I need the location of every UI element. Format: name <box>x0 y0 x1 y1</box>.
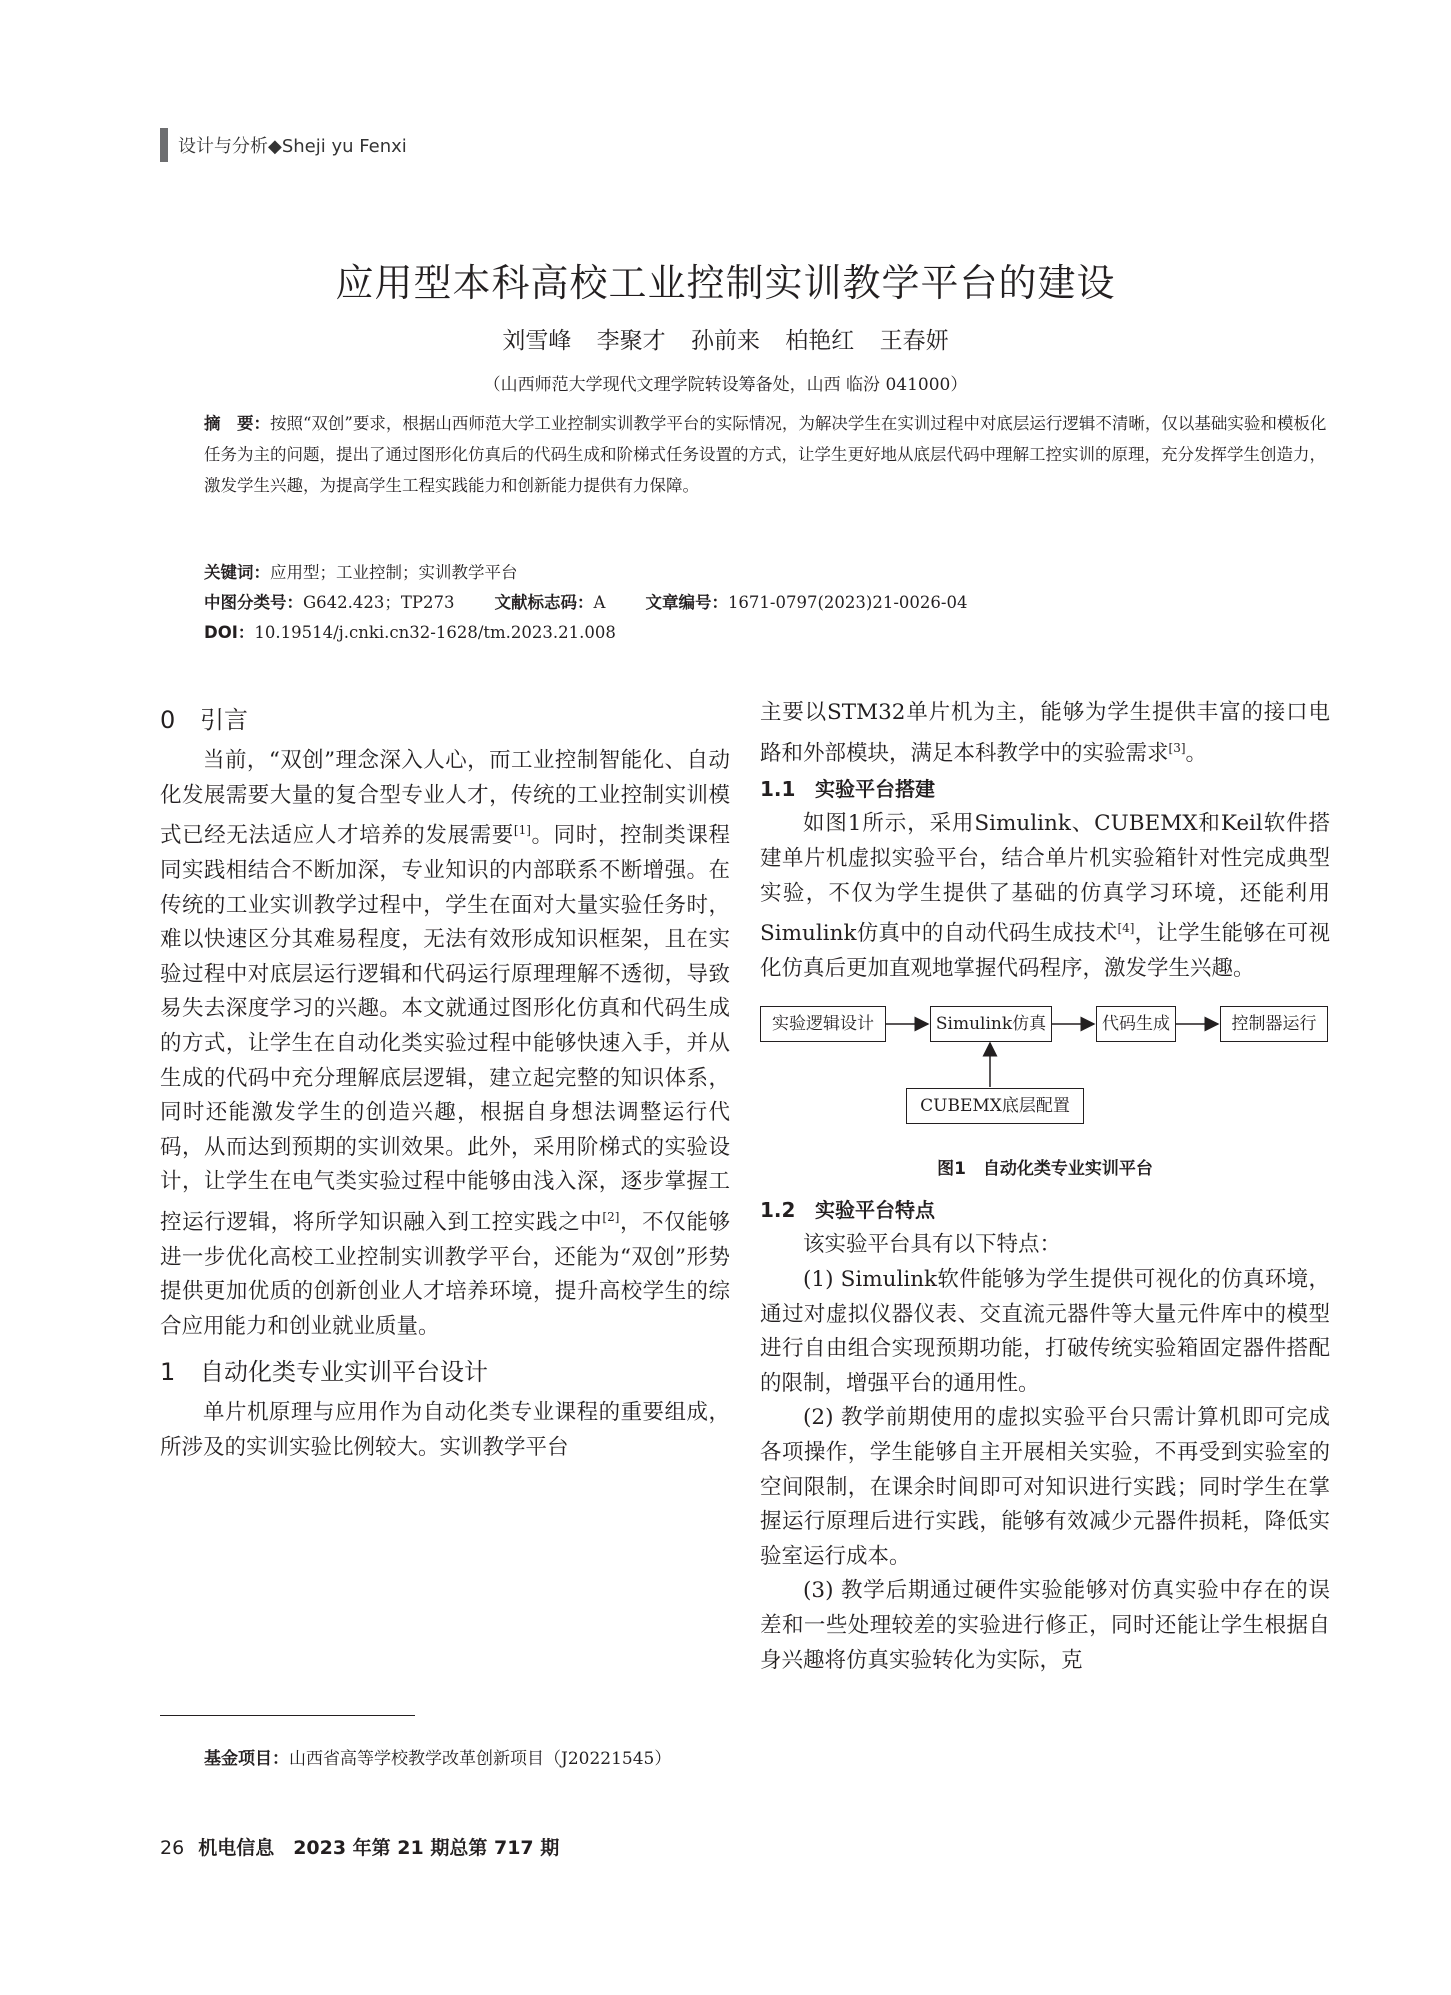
left-column <box>160 696 730 1466</box>
clc-label: 中图分类号： <box>204 593 303 612</box>
box-simulink: Simulink仿真 <box>930 1006 1052 1042</box>
feature-3: (3) 教学后期通过硬件实验能够对仿真实验中存在的误差和一些处理较差的实验进行修正，同时还能让学生根据自身兴趣将仿真实验转化为实际，克 <box>760 1578 1330 1673</box>
box-controller: 控制器运行 <box>1220 1006 1328 1042</box>
citation-4[interactable]: [4] <box>1117 921 1135 936</box>
citation-3[interactable]: [3] <box>1168 740 1186 755</box>
box-cubemx: CUBEMX底层配置 <box>906 1088 1084 1124</box>
feature-2: (2) 教学前期使用的虚拟实验平台只需计算机即可完成各项操作，学生能够自主开展相关实验，不再受到实验室的空间限制，在课余时间即可对知识进行实践；同时学生在掌握运行原理后进行实践，能够有效减少元器件损耗，降低实验室运行成本。 <box>760 1405 1330 1569</box>
right-column <box>760 696 1330 1678</box>
header-bar <box>160 128 168 162</box>
classification <box>204 590 968 616</box>
keywords <box>204 560 518 586</box>
citation-2[interactable]: [2] <box>602 1209 620 1224</box>
keywords-text: 应用型；工业控制；实训教学平台 <box>270 563 518 582</box>
section-header <box>160 128 407 162</box>
feature-1: (1) Simulink软件能够为学生提供可视化的仿真环境，通过对虚拟仪器仪表、交直流元器件等大量元件库中的模型进行自由组合实现预期功能，打破传统实验箱固定器件搭配的限制，增强平台的通用性。 <box>760 1267 1330 1396</box>
abstract <box>204 408 1327 501</box>
footnote-text: 山西省高等学校教学改革创新项目（J20221545） <box>289 1749 672 1769</box>
journal-info: 机电信息 2023 年第 21 期总第 717 期 <box>198 1837 560 1859</box>
section-1-2-heading: 1.2 实验平台特点 <box>760 1198 935 1223</box>
abstract-text: 按照“双创”要求，根据山西师范大学工业控制实训教学平台的实际情况，为解决学生在实训过程中对底层运行逻辑不清晰，仅以基础实验和模板化任务为主的问题，提出了通过图形化仿真后的代码生成和阶梯式任务设置的方式，让学生更好地从底层代码中理解工控实训的原理，充分发挥学生创造力，激发学生兴趣，为提高学生工程实践能力和创新能力提供有力保障。 <box>204 414 1327 495</box>
citation-1[interactable]: [1] <box>513 823 531 838</box>
affiliation: （山西师范大学现代文理学院转设筹备处，山西 临汾 041000） <box>483 375 968 395</box>
footnote-label: 基金项目： <box>204 1749 289 1769</box>
footnote-rule <box>160 1715 415 1716</box>
section-0-heading: 0 引言 <box>160 706 248 734</box>
section-1-1-paragraph: 如图1所示，采用Simulink、CUBEMX和Keil软件搭建单片机虚拟实验平台，结合单片机实验箱针对性完成典型实验，不仅为学生提供了基础的仿真学习环境，还能利用Simulink仿真中的自动代码生成技术[4]，让学生能够在可视化仿真后更加直观地掌握代码程序，激发学生兴趣。 <box>760 811 1330 981</box>
clc-value: G642.423；TP273 <box>303 593 455 612</box>
doc-code-label: 文献标志码： <box>494 593 594 612</box>
section-label: 设计与分析◆Sheji yu Fenxi <box>178 136 407 157</box>
page-footer <box>160 1833 559 1860</box>
article-title: 应用型本科高校工业控制实训教学平台的建设 <box>335 261 1116 305</box>
continued-paragraph: 主要以STM32单片机为主，能够为学生提供丰富的接口电路和外部模块，满足本科教学中的实验需求[3]。 <box>760 700 1330 766</box>
box-codegen: 代码生成 <box>1096 1006 1176 1042</box>
section-1-heading: 1 自动化类专业实训平台设计 <box>160 1358 488 1387</box>
authors: 刘雪峰 李聚才 孙前来 柏艳红 王春妍 <box>502 328 949 354</box>
footnote <box>204 1744 671 1769</box>
section-1-1-heading: 1.1 实验平台搭建 <box>760 777 935 802</box>
figure-1-caption: 图1 自动化类专业实训平台 <box>937 1159 1153 1180</box>
article-no-value: 1671-0797(2023)21-0026-04 <box>727 593 968 612</box>
box-logic-design: 实验逻辑设计 <box>760 1006 886 1042</box>
intro-paragraph: 当前，“双创”理念深入人心，而工业控制智能化、自动化发展需要大量的复合型专业人才，传统的工业控制实训模式已经无法适应人才培养的发展需要[1]。同时，控制类课程同实践相结合不断加深，专业知识的内部联系不断增强。在传统的工业实训教学过程中，学生在面对大量实验任务时，难以快速区分其难易程度，无法有效形成知识框架，且在实验过程中对底层运行逻辑和代码运行原理理解不透彻，导致易失去深度学习的兴趣。本文就通过图形化仿真和代码生成的方式，让学生在自动化类实验过程中能够快速入手，并从生成的代码中充分理解底层逻辑，建立起完整的知识体系，同时还能激发学生的创造兴趣，根据自身想法调整运行代码，从而达到预期的实训效果。此外，采用阶梯式的实验设计，让学生在电气类实验过程中能够由浅入深，逐步掌握工控运行逻辑，将所学知识融入到工控实践之中[2]，不仅能够进一步优化高校工业控制实训教学平台，还能为“双创”形势提供更加优质的创新创业人才培养环境，提升高校学生的综合应用能力和创业就业质量。 <box>160 748 730 1339</box>
page-number: 26 <box>160 1837 185 1859</box>
doc-code-value: A <box>593 593 606 612</box>
article-no-label: 文章编号： <box>645 593 728 612</box>
doi-label: DOI： <box>204 623 255 642</box>
keywords-label: 关键词： <box>204 563 270 582</box>
doi-value: 10.19514/j.cnki.cn32-1628/tm.2023.21.008 <box>254 623 616 642</box>
doi <box>204 620 616 646</box>
features-intro: 该实验平台具有以下特点： <box>803 1232 1062 1258</box>
abstract-label: 摘 要： <box>204 414 270 433</box>
section-1-paragraph: 单片机原理与应用作为自动化类专业课程的重要组成，所涉及的实训实验比例较大。实训教学平台 <box>160 1400 730 1460</box>
figure-1 <box>760 996 1330 1146</box>
